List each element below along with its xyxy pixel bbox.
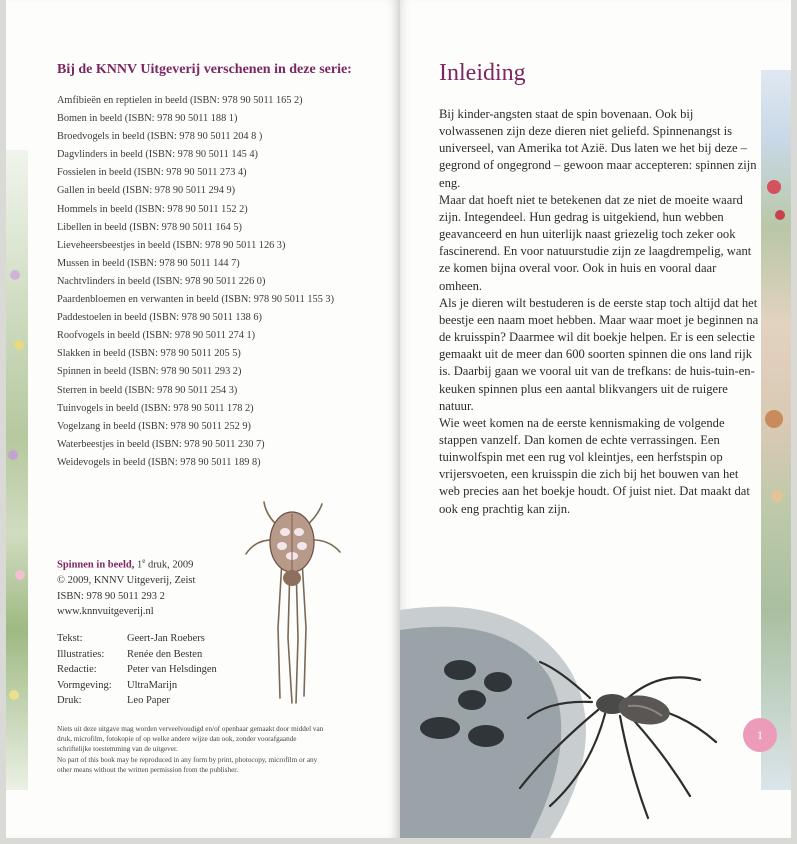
credit-role: Druk: — [57, 695, 82, 706]
edition-number: 1 — [134, 559, 143, 571]
garden-spider-illustration — [242, 498, 352, 708]
credit-name: Peter van Helsdingen — [127, 664, 217, 675]
paragraph: Maar dat hoeft niet te betekenen dat ze niet de moeite waard zijn. Integendeel. Hun gedrag is uitgekiend, hun webben geavanceerd en hun uiterlijk naast griezelig toch zeker ook fascinerend. En voor natuurstudie zijn ze laagdrempelig, want ze komen bijna overal voor. Ook in huis en vooral daar omheen. — [439, 192, 752, 293]
series-heading: Bij de KNNV Uitgeverij verschenen in deze serie: — [57, 62, 352, 77]
page-number-badge: 1 — [743, 718, 777, 752]
list-item: Tuinvogels in beeld (ISBN: 978 90 5011 178 2) — [57, 402, 254, 414]
copyright-line: © 2009, KNNV Uitgeverij, Zeist — [57, 575, 196, 586]
credit-name: Renée den Besten — [127, 648, 203, 660]
list-item: Roofvogels in beeld (ISBN: 978 90 5011 274 1) — [57, 330, 256, 342]
list-item: Broedvogels in beeld (ISBN: 978 90 5011 204 8 ) — [57, 131, 263, 143]
table-row — [57, 647, 217, 663]
list-item: Slakken in beeld (ISBN: 978 90 5011 205 5) — [57, 348, 241, 360]
list-item: Dagvlinders in beeld (ISBN: 978 90 5011 145 4) — [57, 149, 258, 161]
table-row — [57, 693, 217, 709]
list-item: Lieveheersbeestjes in beeld (ISBN: 978 90 5011 126 3) — [57, 239, 286, 251]
legal-text-nl: Niets uit deze uitgave mag worden verveelvoudigd en/of openbaar gemaakt door middel van druk, microfilm, fotokopie of op welke andere wijze dan ook, zonder voorafgaande schriftelijke toestemming van de uitgever. — [57, 725, 324, 754]
book-title: Spinnen in beeld, — [57, 559, 135, 571]
page-title: Inleiding — [439, 60, 526, 86]
credit-name: UltraMarijn — [127, 679, 178, 691]
credit-name: Leo Paper — [127, 695, 170, 706]
list-item: Sterren in beeld (ISBN: 978 90 5011 254 3) — [57, 384, 238, 396]
list-item: Hommels in beeld (ISBN: 978 90 5011 152 2) — [57, 203, 248, 215]
right-page — [400, 0, 791, 838]
legal-notice — [57, 724, 332, 775]
credit-name: Geert-Jan Roebers — [127, 633, 205, 644]
paragraph: Als je dieren wilt bestuderen is de eerste stap toch altijd dat het beestje een naam moet hebben. Maar waar moet je beginnen na de kruisspin? Daarmee wil dit boekje helpen. Er is een selectie gemaakt uit de meer dan 600 soorten spinnen die ons land rijk is. Daarbij gaan we vooral uit van de trefkans: de huis-tuin-en-keuken spinnen plus een aantal blikvangers uit de ruigere natuur. — [439, 295, 759, 413]
series-list — [57, 92, 334, 472]
table-row — [57, 631, 217, 647]
list-item: Bomen in beeld (ISBN: 978 90 5011 188 1) — [57, 113, 238, 125]
isbn-line: ISBN: 978 90 5011 293 2 — [57, 590, 165, 602]
left-page — [6, 0, 398, 838]
credits-table — [57, 631, 217, 709]
edition-line — [57, 554, 195, 573]
garden-illustration-left — [6, 150, 28, 790]
list-item: Paardenbloemen en verwanten in beeld (ISBN: 978 90 5011 155 3) — [57, 294, 334, 306]
table-row — [57, 662, 217, 678]
edition-rest: druk, 2009 — [145, 559, 194, 571]
table-row — [57, 678, 217, 694]
credit-role: Tekst: — [57, 633, 83, 644]
legal-text-en: No part of this book may be reproduced in any form by print, photocopy, microfilm or any other means without the written permission from the publisher. — [57, 755, 318, 774]
list-item: Paddestoelen in beeld (ISBN: 978 90 5011 138 6) — [57, 312, 262, 324]
house-spider-on-drain-illustration — [400, 600, 740, 838]
credit-role: Illustraties: — [57, 648, 105, 660]
list-item: Fossielen in beeld (ISBN: 978 90 5011 273 4) — [57, 167, 247, 179]
intro-body — [439, 106, 759, 518]
credit-role: Vormgeving: — [57, 679, 112, 691]
list-item: Gallen in beeld (ISBN: 978 90 5011 294 9) — [57, 185, 236, 197]
list-item: Waterbeestjes in beeld (ISBN: 978 90 5011 230 7) — [57, 438, 265, 450]
website-line: www.knnvuitgeverij.nl — [57, 606, 154, 617]
colophon — [57, 554, 195, 620]
list-item: Amfibieën en reptielen in beeld (ISBN: 978 90 5011 165 2) — [57, 95, 303, 106]
paragraph: Bij kinder-angsten staat de spin bovenaan. Ook bij volwassenen zijn deze dieren niet geliefd. Spinnenangst is universeel, van Amerika tot Azië. Dus laten we het bij deze – gegrond of ongegrond – gewoon maar accepteren: spinnen zijn eng. — [439, 107, 757, 190]
list-item: Libellen in beeld (ISBN: 978 90 5011 164 5) — [57, 221, 242, 233]
list-item: Nachtvlinders in beeld (ISBN: 978 90 5011 226 0) — [57, 275, 266, 287]
list-item: Spinnen in beeld (ISBN: 978 90 5011 293 2) — [57, 366, 242, 378]
list-item: Vogelzang in beeld (ISBN: 978 90 5011 252 9) — [57, 420, 251, 432]
paragraph: Wie weet komen na de eerste kennismaking de volgende stappen vanzelf. Dan komen de echte verrassingen. Een tuinwolfspin met een rug vol kleintjes, een herfstspin op vrijersvoeten, een kruisspin die zich bij het bouwen van het web precies aan het boekje houdt. Of juist niet. Dat maakt dat ook eng prachtig kan zijn. — [439, 415, 750, 516]
list-item: Mussen in beeld (ISBN: 978 90 5011 144 7) — [57, 257, 240, 269]
credit-role: Redactie: — [57, 664, 97, 675]
edition-superscript: e — [142, 557, 146, 565]
garden-illustration-right — [761, 70, 791, 790]
list-item: Weidevogels in beeld (ISBN: 978 90 5011 189 8) — [57, 456, 261, 468]
